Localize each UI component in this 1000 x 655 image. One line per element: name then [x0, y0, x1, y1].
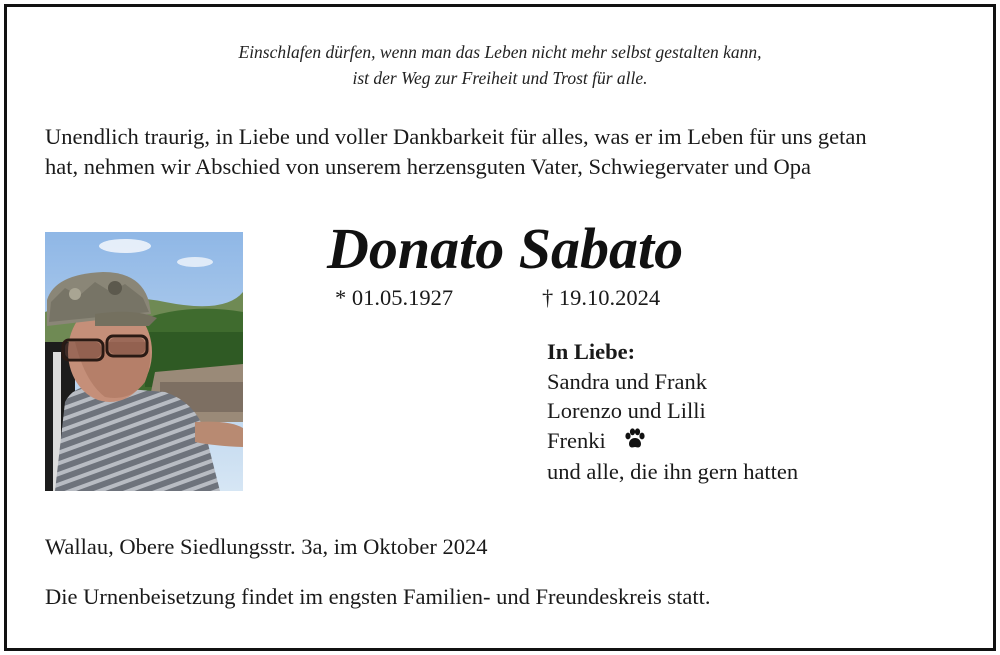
paw-print-icon: [623, 428, 647, 458]
portrait-photo: [45, 232, 243, 491]
motto-line-2: ist der Weg zur Freiheit und Trost für alle.: [352, 68, 648, 88]
intro-line-2: hat, nehmen wir Abschied von unserem herzensguten Vater, Schwiegervater und Opa: [45, 154, 811, 179]
deceased-name: Donato Sabato: [327, 216, 684, 281]
burial-note: Die Urnenbeisetzung findet im engsten Familien- und Freundeskreis statt.: [45, 584, 711, 609]
mourners-heading: In Liebe:: [547, 339, 636, 364]
death-date: † 19.10.2024: [542, 285, 661, 310]
mourner-line: Lorenzo und Lilli: [547, 398, 706, 423]
motto-line-1: Einschlafen dürfen, wenn man das Leben nicht mehr selbst gestalten kann,: [238, 42, 762, 62]
mourners-list: [547, 337, 798, 487]
intro-line-1: Unendlich traurig, in Liebe und voller Dankbarkeit für alles, was er im Leben für uns getan: [45, 124, 867, 149]
intro-text: [45, 122, 975, 182]
obituary-card: [4, 4, 996, 651]
place-and-date: Wallau, Obere Siedlungsstr. 3a, im Oktober 2024: [45, 534, 488, 559]
motto-quote: [7, 39, 993, 91]
mourner-line: und alle, die ihn gern hatten: [547, 459, 799, 484]
birth-date: * 01.05.1927: [335, 285, 454, 310]
mourner-line: Sandra und Frank: [547, 368, 707, 394]
mourner-line: Frenki: [547, 427, 606, 453]
